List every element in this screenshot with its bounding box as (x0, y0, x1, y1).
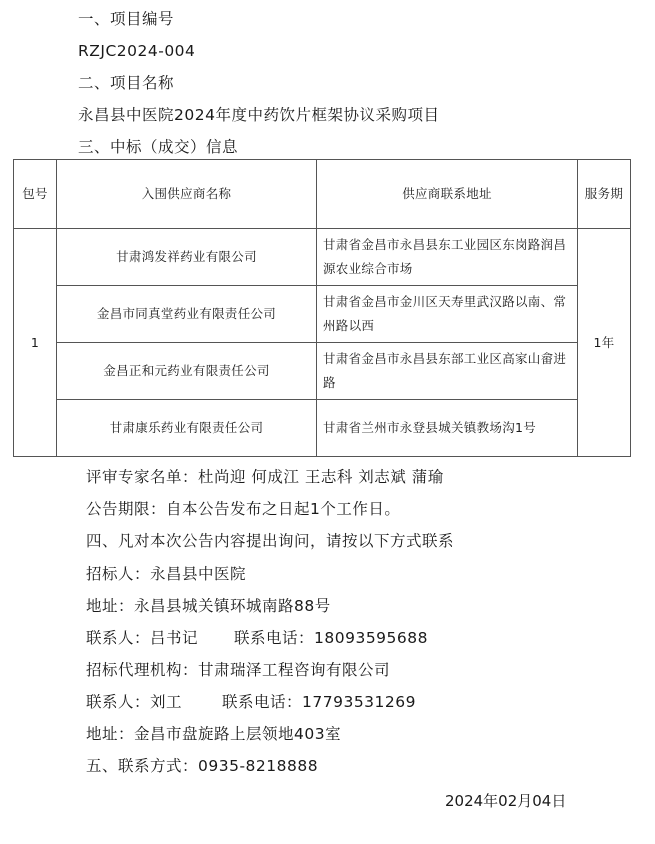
header-supplier-name: 入围供应商名称 (57, 160, 317, 229)
agency-contact: 联系人：刘工 (86, 693, 183, 711)
supplier-name: 金昌市同真堂药业有限责任公司 (57, 286, 317, 343)
agency-contact-line (86, 691, 416, 713)
project-name: 永昌县中医院2024年度中药饮片框架协议采购项目 (78, 106, 440, 124)
agency-address: 地址：金昌市盘旋路上层领地403室 (86, 725, 342, 743)
header-service-period: 服务期 (578, 160, 631, 229)
tenderer-address: 地址：永昌县城关镇环城南路88号 (86, 597, 331, 615)
tenderer-contact-line (86, 627, 428, 649)
heading-contact: 四、凡对本次公告内容提出询问，请按以下方式联系 (86, 532, 455, 550)
table-header-row (14, 160, 631, 229)
header-supplier-address: 供应商联系地址 (317, 160, 578, 229)
supplier-name: 甘肃康乐药业有限责任公司 (57, 400, 317, 457)
supplier-name: 金昌正和元药业有限责任公司 (57, 343, 317, 400)
tenderer-contact: 联系人：吕书记 (86, 629, 199, 647)
expert-list: 评审专家名单：杜尚迎 何成江 王志科 刘志斌 蒲瑜 (86, 468, 444, 486)
agency-phone: 联系电话：17793531269 (222, 693, 416, 711)
heading-contact-method: 五、联系方式：0935-8218888 (86, 757, 319, 775)
supplier-address: 甘肃省金昌市永昌县东工业园区东岗路润昌源农业综合市场 (317, 229, 578, 286)
supplier-address: 甘肃省兰州市永登县城关镇教场沟1号 (317, 400, 578, 457)
heading-project-name: 二、项目名称 (78, 74, 175, 92)
notice-period: 公告期限：自本公告发布之日起1个工作日。 (86, 500, 401, 518)
service-period: 1年 (578, 229, 631, 457)
tenderer: 招标人：永昌县中医院 (86, 565, 247, 583)
table-row (14, 400, 631, 457)
project-number: RZJC2024-004 (78, 42, 196, 60)
package-number: 1 (14, 229, 57, 457)
supplier-address: 甘肃省金昌市永昌县东部工业区高家山畲进路 (317, 343, 578, 400)
notice-date: 2024年02月04日 (445, 792, 567, 810)
table-row (14, 229, 631, 286)
table-row (14, 343, 631, 400)
heading-project-number: 一、项目编号 (78, 10, 175, 28)
agency: 招标代理机构：甘肃瑞泽工程咨询有限公司 (86, 661, 391, 679)
header-package: 包号 (14, 160, 57, 229)
tenderer-phone: 联系电话：18093595688 (234, 629, 428, 647)
supplier-address: 甘肃省金昌市金川区天寿里武汉路以南、常州路以西 (317, 286, 578, 343)
heading-award-info: 三、中标（成交）信息 (78, 138, 239, 156)
table-row (14, 286, 631, 343)
award-table (13, 159, 631, 457)
supplier-name: 甘肃鸿发祥药业有限公司 (57, 229, 317, 286)
